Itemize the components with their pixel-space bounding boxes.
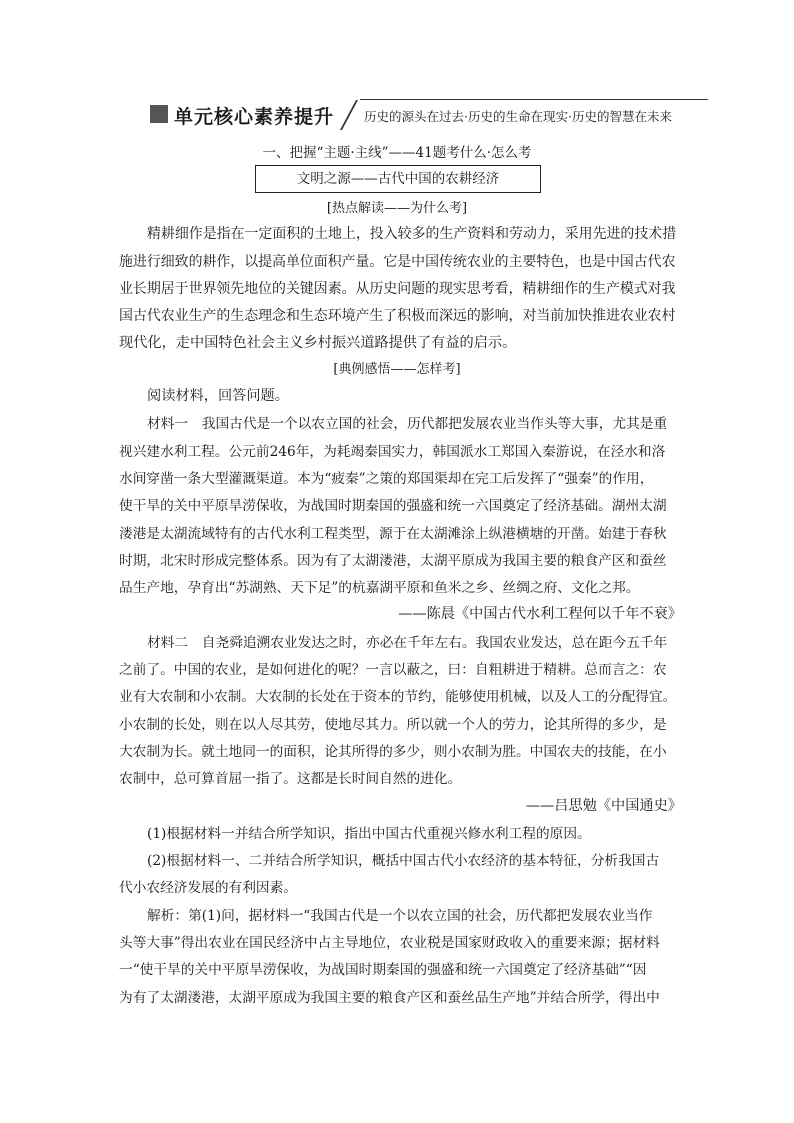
material2-line: 小农制的长处，则在以人尽其劳，使地尽其力。所以就一个人的劳力，论其所得的多少，是 [119, 717, 667, 733]
analysis-line: 头等大事”得出农业在国民经济中占主导地位，农业税是国家财政收入的重要来源；据材料 [119, 935, 660, 951]
material1-line: 水间穿凿一条大型灌溉渠道。本为“疲秦”之策的郑国渠却在完工后发挥了“强秦”的作用， [119, 471, 654, 487]
question-line: (1)根据材料一并结合所学知识，指出中国古代重视兴修水利工程的原因。 [147, 826, 591, 842]
header-square-icon [150, 105, 168, 123]
material1-line: 溇港是太湖流域特有的古代水利工程类型，源于在太湖滩涂上纵港横塘的开凿。始建于春秋 [119, 526, 667, 542]
material1-line: 视兴建水利工程。公元前246年，为耗竭秦国实力，韩国派水工郑国入秦游说，在泾水和洛 [119, 444, 666, 460]
hotspot-line: 现代化，走中国特色社会主义乡村振兴道路提供了有益的启示。 [119, 335, 517, 351]
material2-line: 之前了。中国的农业，是如何进化的呢？一言以蔽之，曰：自粗耕进于精耕。总而言之：农 [119, 662, 667, 678]
unit-header [150, 97, 708, 131]
material2-line: 业有大农制和小农制。大农制的长处在于资本的节约，能够使用机械，以及人工的分配得宜。 [119, 689, 677, 705]
analysis-line: 一“使干旱的关中平原旱涝保收，为战国时期秦国的强盛和统一六国奠定了经济基础”“因 [119, 962, 647, 978]
section-heading: 一、把握“主题·主线”——41题考什么·怎么考 [262, 145, 532, 161]
analysis-line: 解析：第(1)问，据材料一“我国古代是一个以农立国的社会，历代都把发展农业当作 [147, 908, 653, 924]
unit-motto: 历史的源头在过去·历史的生命在现实·历史的智慧在未来 [364, 109, 672, 124]
material1-line: 使干旱的关中平原旱涝保收，为战国时期秦国的强盛和统一六国奠定了经济基础。湖州太湖 [119, 498, 667, 514]
material2-line: 材料二 自尧舜追溯农业发达之时，亦必在千年左右。我国农业发达，总在距今五千年 [147, 635, 668, 651]
hotspot-line: 施进行细致的耕作，以提高单位面积产量。它是中国传统农业的主要特色，也是中国古代农 [119, 254, 676, 270]
topic-box: 文明之源——古代中国的农耕经济 [255, 165, 541, 193]
instruction: 阅读材料，回答问题。 [147, 388, 289, 404]
header-rule [360, 99, 708, 100]
hotspot-line: 精耕细作是指在一定面积的土地上，投入较多的生产资料和劳动力，采用先进的技术措 [147, 226, 677, 242]
material1-line: 材料一 我国古代是一个以农立国的社会，历代都把发展农业当作头等大事，尤其是重 [147, 416, 668, 432]
material1-source: ——陈晨《中国古代水利工程何以千年不衰》 [398, 606, 682, 622]
question-line: (2)根据材料一、二并结合所学知识，概括中国古代小农经济的基本特征，分析我国古 [147, 853, 660, 869]
material1-line: 时期，北宋时形成完整体系。因为有了太湖溇港，太湖平原成为我国主要的粮食产区和蚕丝 [119, 553, 667, 569]
hotspot-line: 业长期居于世界领先地位的关键因素。从历史问题的现实思考看，精耕细作的生产模式对我 [119, 281, 676, 297]
unit-title: 单元核心素养提升 [174, 106, 335, 128]
question-line: 代小农经济发展的有利因素。 [119, 880, 297, 896]
hotspot-heading: [热点解读——为什么考] [326, 201, 468, 216]
hotspot-line: 国古代农业生产的生态理念和生态环境产生了积极而深远的影响，对当前加快推进农业农村 [119, 308, 676, 324]
material1-line: 品生产地，孕育出“苏湖熟、天下足”的杭嘉湖平原和鱼米之乡、丝绸之府、文化之邦。 [119, 580, 640, 596]
material2-line: 农制中，总可算首屈一指了。这都是长时间自然的进化。 [119, 771, 462, 787]
analysis-line: 为有了太湖溇港，太湖平原成为我国主要的粮食产区和蚕丝品生产地”并结合所学，得出中 [119, 990, 660, 1006]
material2-line: 大农制为长。就土地同一的面积，论其所得的多少，则小农制为胜。中国农夫的技能，在小 [119, 744, 667, 760]
material2-source: ——吕思勉《中国通史》 [525, 798, 682, 814]
header-slash [340, 100, 358, 130]
example-heading: [典例感悟——怎样考] [333, 362, 461, 377]
